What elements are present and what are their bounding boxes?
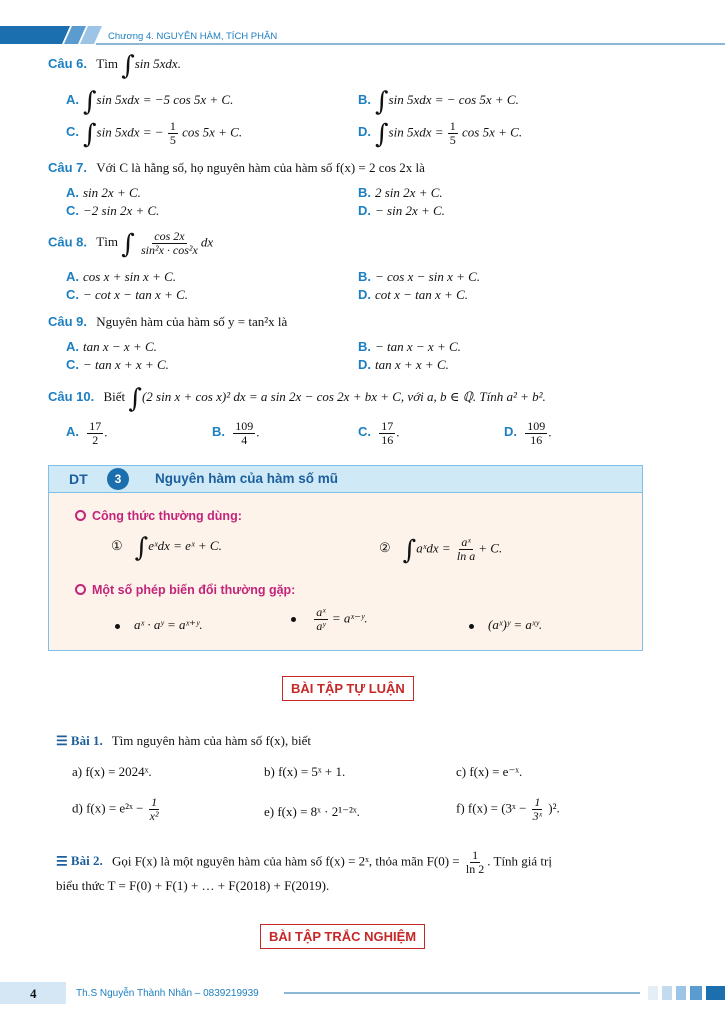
option-text: − sin 2x + C. bbox=[375, 203, 445, 218]
topic-box bbox=[48, 465, 643, 651]
option-letter: C. bbox=[66, 287, 79, 302]
exercise-1 bbox=[56, 733, 311, 749]
fraction: $\frac{\text{aˣ}}{\text{ln a}}$ bbox=[456, 535, 476, 563]
option-text: − tan x − x + C. bbox=[375, 339, 461, 354]
list-icon: ☰ bbox=[56, 733, 68, 748]
integral-icon: ∫ bbox=[134, 533, 149, 563]
integral-icon: ∫ bbox=[402, 535, 417, 566]
option-letter: C. bbox=[358, 424, 371, 440]
q8-option-b[interactable] bbox=[358, 269, 480, 285]
integral-icon: ∫ bbox=[121, 229, 135, 260]
q6-option-c[interactable] bbox=[66, 119, 243, 150]
fraction: $\frac{109}{4}$ bbox=[235, 419, 254, 447]
option-letter: D. bbox=[358, 357, 371, 372]
q7-option-d[interactable] bbox=[358, 203, 445, 219]
circled-two-icon: ② bbox=[379, 540, 391, 556]
transform-2: $\frac{\text{aˣ}}{\text{aʸ}}$ = aˣ⁻ʸ. bbox=[291, 606, 368, 633]
q10-option-d[interactable]: D. $\frac{109}{16}$ . bbox=[504, 419, 552, 447]
bullet-icon bbox=[469, 624, 474, 629]
exercise-1a: a) f(x) = 2024ˣ. bbox=[72, 764, 152, 779]
fraction: $\frac{1}{5}$ bbox=[449, 119, 456, 147]
exercise-1e: e) f(x) = 8ˣ · 2¹⁻²ˣ. bbox=[264, 804, 360, 819]
option-letter: D. bbox=[504, 424, 517, 440]
option-text: 2 sin 2x + C. bbox=[375, 185, 443, 200]
chapter-title: Chương 4. NGUYÊN HÀM, TÍCH PHÂN bbox=[108, 31, 278, 42]
circled-one-icon: ① bbox=[111, 538, 123, 553]
question-label: Câu 10. bbox=[48, 389, 95, 404]
option-text: tan x − x + C. bbox=[83, 339, 157, 354]
option-letter: B. bbox=[358, 92, 371, 107]
option-text: cos 5x + C. bbox=[462, 124, 523, 140]
fraction: $\frac{109}{16}$ bbox=[527, 419, 546, 447]
integral-icon: ∫ bbox=[375, 87, 389, 117]
question-expr: sin 5xdx. bbox=[134, 56, 181, 71]
option-letter: D. bbox=[358, 203, 371, 218]
fraction: $\frac{\text{aˣ}}{\text{aʸ}}$ bbox=[316, 605, 326, 633]
sun-icon bbox=[75, 510, 86, 521]
integral-icon: ∫ bbox=[83, 119, 97, 150]
option-letter: A. bbox=[66, 269, 79, 284]
topic-tag: DT bbox=[69, 471, 88, 487]
option-letter: D. bbox=[358, 287, 371, 302]
option-text: sin 2x + C. bbox=[83, 185, 141, 200]
exercise-1b: b) f(x) = 5ˣ + 1. bbox=[264, 764, 346, 779]
question-7 bbox=[48, 160, 425, 176]
option-text: tan x + x + C. bbox=[375, 357, 449, 372]
footer-author: Th.S Nguyễn Thành Nhân – 0839219939 bbox=[76, 988, 259, 999]
option-text: cos x + sin x + C. bbox=[83, 269, 177, 284]
topic-header bbox=[49, 466, 642, 493]
q6-option-b[interactable] bbox=[358, 87, 519, 117]
bullet-icon bbox=[291, 617, 296, 622]
q8-option-a[interactable] bbox=[66, 269, 176, 285]
option-letter: C. bbox=[66, 203, 79, 218]
question-10 bbox=[48, 384, 546, 414]
option-text: −2 sin 2x + C. bbox=[83, 203, 160, 218]
exercise-prompt: Gọi F(x) là một nguyên hàm của hàm số f(x) = 2ˣ, thỏa mãn F(0) = bbox=[111, 853, 460, 869]
question-8 bbox=[48, 229, 214, 260]
exercise-2: ☰ Bài 2. Gọi F(x) là một nguyên hàm của hàm số f(x) = 2ˣ, thỏa mãn F(0) = $\frac{1}{\ln 2}$ . Tính giá trị bbox=[56, 848, 552, 876]
mc-section-title: BÀI TẬP TRẮC NGHIỆM bbox=[260, 924, 425, 949]
question-label: Câu 9. bbox=[48, 314, 88, 329]
bullet-icon bbox=[115, 624, 120, 629]
exercise-1c: c) f(x) = e⁻ˣ. bbox=[456, 764, 523, 779]
q10-option-c[interactable]: C. $\frac{17}{16}$ . bbox=[358, 419, 400, 447]
option-letter: B. bbox=[358, 269, 371, 284]
transforms-heading: Một số phép biến đổi thường gặp: bbox=[75, 582, 295, 598]
list-icon: ☰ bbox=[56, 853, 68, 869]
transform-3: (aˣ)ʸ = aˣʸ. bbox=[469, 617, 542, 633]
q6-option-a[interactable] bbox=[66, 87, 234, 117]
q8-option-c[interactable] bbox=[66, 287, 188, 303]
integral-icon: ∫ bbox=[375, 119, 389, 150]
exercise-1f: f) f(x) = (3ˣ − $\frac{1}{\text{3ˣ}}$ )². bbox=[456, 795, 560, 823]
question-expr: (2 sin x + cos x)² dx = a sin 2x − cos 2x + bx + C, với a, b ∈ ℚ. Tính a² + b². bbox=[141, 389, 546, 404]
question-prompt: Với C là hằng số, họ nguyên hàm của hàm số f(x) = 2 cos 2x là bbox=[96, 160, 425, 175]
option-letter: C. bbox=[66, 357, 79, 372]
formula-2: ② ∫aˣdx = $\frac{\text{aˣ}}{\text{ln a}}$ + C. bbox=[379, 535, 503, 566]
option-text: sin 5xdx = −5 cos 5x + C. bbox=[96, 92, 234, 107]
option-text: − cot x − tan x + C. bbox=[83, 287, 189, 302]
option-text: − tan x + x + C. bbox=[83, 357, 169, 372]
question-9 bbox=[48, 314, 287, 330]
question-prompt: Tìm bbox=[96, 234, 118, 250]
topic-title: Nguyên hàm của hàm số mũ bbox=[155, 471, 339, 486]
topic-number: 3 bbox=[107, 468, 129, 490]
option-letter: B. bbox=[358, 185, 371, 200]
integral-icon: ∫ bbox=[83, 87, 97, 117]
question-prompt: Biết bbox=[103, 389, 126, 404]
integral-icon: ∫ bbox=[128, 384, 142, 414]
q9-option-c[interactable] bbox=[66, 357, 169, 373]
question-prompt: Nguyên hàm của hàm số y = tan²x là bbox=[96, 314, 288, 329]
transform-1: aˣ · aʸ = aˣ⁺ʸ. bbox=[115, 617, 203, 633]
q9-option-b[interactable] bbox=[358, 339, 461, 355]
option-letter: B. bbox=[358, 339, 371, 354]
option-letter: B. bbox=[212, 424, 225, 440]
question-label: Câu 7. bbox=[48, 160, 88, 175]
q7-option-c[interactable] bbox=[66, 203, 159, 219]
fraction: $\frac{1}{5}$ bbox=[169, 119, 176, 147]
q7-option-a[interactable] bbox=[66, 185, 141, 201]
q10-option-b[interactable]: B. $\frac{109}{4}$ . bbox=[212, 419, 260, 447]
essay-section-title: BÀI TẬP TỰ LUẬN bbox=[282, 676, 414, 701]
differential: dx bbox=[200, 234, 214, 250]
q9-option-d[interactable] bbox=[358, 357, 449, 373]
question-6 bbox=[48, 51, 181, 81]
option-text: sin 5xdx = − bbox=[96, 124, 164, 140]
integral-icon: ∫ bbox=[121, 51, 135, 81]
q7-option-b[interactable] bbox=[358, 185, 443, 201]
option-letter: D. bbox=[358, 124, 371, 140]
page-number: 4 bbox=[30, 986, 37, 1001]
question-label: Câu 8. bbox=[48, 234, 88, 250]
fraction: $\frac{1}{\text{3ˣ}}$ bbox=[532, 795, 543, 823]
option-letter: A. bbox=[66, 185, 79, 200]
q8-option-d[interactable] bbox=[358, 287, 468, 303]
option-letter: A. bbox=[66, 92, 79, 107]
exercise-prompt: Tìm nguyên hàm của hàm số f(x), biết bbox=[111, 733, 311, 748]
fraction: $\frac{1}{\ln 2}$ bbox=[465, 848, 485, 876]
option-text: − cos x − sin x + C. bbox=[375, 269, 481, 284]
formula-1: ① ∫eˣdx = eˣ + C. bbox=[111, 533, 222, 563]
option-text: cot x − tan x + C. bbox=[375, 287, 468, 302]
exercise-1d: d) f(x) = e²ˣ − $\frac{1}{\text{x²}}$ bbox=[72, 795, 159, 823]
fraction: $\frac{\cos 2x}{\text{sin²x · cos²x}}$ bbox=[140, 229, 198, 257]
formulas-heading: Công thức thường dùng: bbox=[75, 508, 242, 524]
option-text: cos 5x + C. bbox=[182, 124, 243, 140]
sun-icon bbox=[75, 584, 86, 595]
fraction: $\frac{17}{16}$ bbox=[381, 419, 394, 447]
exercise-label: Bài 1. bbox=[70, 733, 103, 748]
question-prompt: Tìm bbox=[96, 56, 118, 71]
option-text: sin 5xdx = bbox=[388, 124, 444, 140]
q6-option-d[interactable] bbox=[358, 119, 523, 150]
fraction: $\frac{17}{2}$ bbox=[89, 419, 102, 447]
question-label: Câu 6. bbox=[48, 56, 88, 71]
q9-option-a[interactable] bbox=[66, 339, 157, 355]
q10-option-a[interactable]: A. $\frac{17}{2}$ . bbox=[66, 419, 108, 447]
option-letter: C. bbox=[66, 124, 79, 140]
option-letter: A. bbox=[66, 424, 79, 440]
option-letter: A. bbox=[66, 339, 79, 354]
fraction: $\frac{1}{\text{x²}}$ bbox=[149, 795, 159, 823]
exercise-2-line2: biểu thức T = F(0) + F(1) + … + F(2018) + F(2019). bbox=[56, 878, 330, 893]
exercise-label: Bài 2. bbox=[70, 853, 103, 869]
option-text: sin 5xdx = − cos 5x + C. bbox=[388, 92, 519, 107]
